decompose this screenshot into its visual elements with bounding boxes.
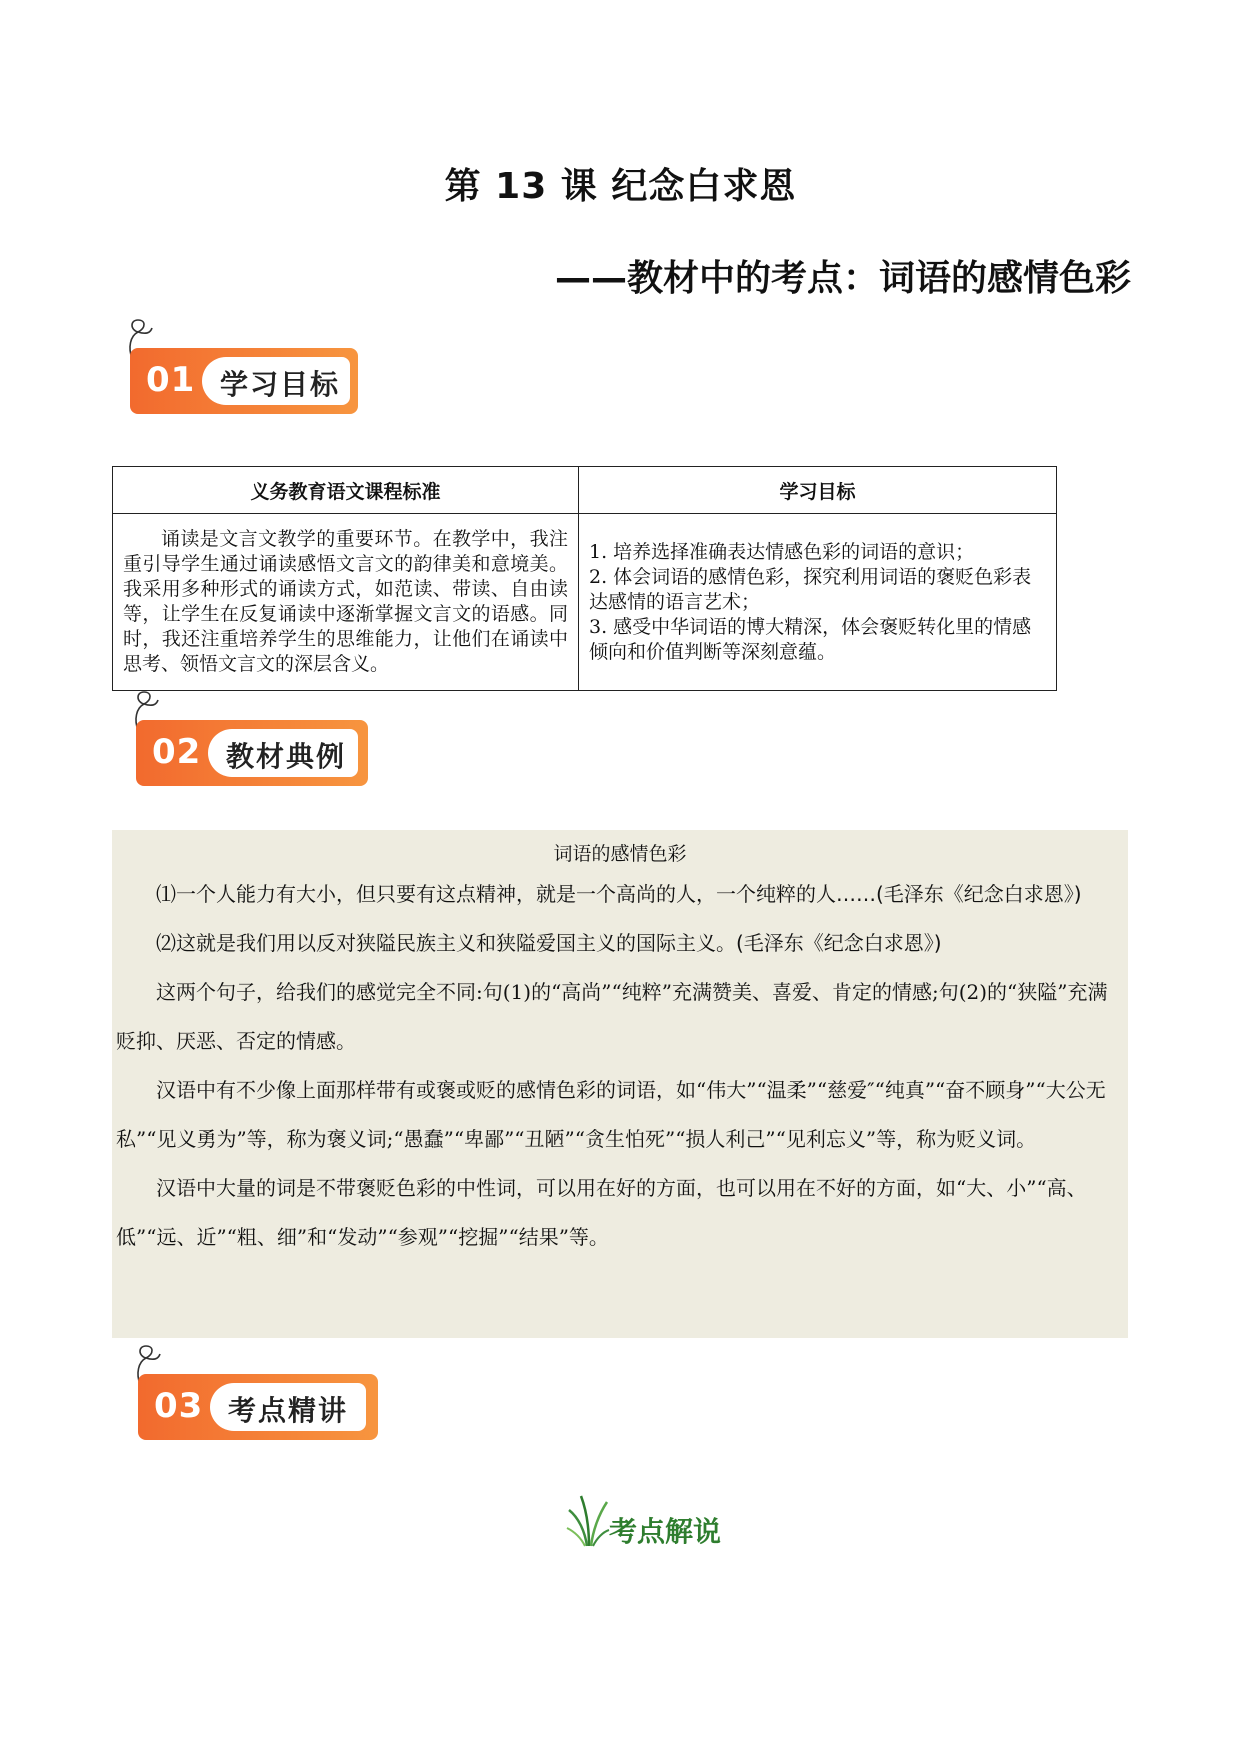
goals-list	[579, 514, 1057, 691]
example-quote-1: ⑴一个人能力有大小，但只要有这点精神，就是一个高尚的人，一个纯粹的人……(毛泽东《纪念白求恩》)	[156, 882, 1082, 906]
table-header-standard: 义务教育语文课程标准	[113, 467, 579, 514]
section-label: 学习目标	[220, 368, 341, 401]
section-badge-01	[130, 348, 358, 414]
section-label: 考点精讲	[228, 1394, 349, 1427]
grass-icon	[565, 1492, 611, 1548]
example-title: 词语的感情色彩	[553, 843, 687, 865]
section-number: 01	[146, 360, 196, 400]
standard-text: 诵读是文言文教学的重要环节。在教学中，我注重引导学生通过诵读感悟文言文的韵律美和意境美。我采用多种形式的诵读方式，如范读、带读、自由读等，让学生在反复诵读中逐渐掌握文言文的语感。同时，我还注重培养学生的思维能力，让他们在诵读中思考、领悟文言文的深层含义。	[113, 514, 579, 691]
subheading-text: 考点解说	[609, 1515, 722, 1548]
section-badge-03	[138, 1374, 378, 1440]
page-subtitle: ——教材中的考点：词语的感情色彩	[554, 258, 1131, 299]
table-header-goals: 学习目标	[579, 467, 1057, 514]
goal-item: 2. 体会词语的感情色彩，探究利用词语的褒贬色彩表达感情的语言艺术；	[589, 565, 1032, 613]
goals-table	[112, 466, 1057, 691]
section-label: 教材典例	[226, 740, 347, 773]
goal-item: 3. 感受中华词语的博大精深，体会褒贬转化里的情感倾向和价值判断等深刻意蕴。	[589, 615, 1032, 663]
section-badge-02	[136, 720, 368, 786]
goal-item: 1. 培养选择准确表达情感色彩的词语的意识；	[589, 540, 975, 563]
example-paragraph: 这两个句子，给我们的感觉完全不同:句(1)的“高尚”“纯粹”充满赞美、喜爱、肯定的情感;句(2)的“狭隘”充满贬抑、厌恶、否定的情感。	[116, 980, 1108, 1053]
section-number: 02	[152, 732, 202, 772]
example-quote-2: ⑵这就是我们用以反对狭隘民族主义和狭隘爱国主义的国际主义。(毛泽东《纪念白求恩》)	[156, 931, 942, 955]
example-paragraph: 汉语中有不少像上面那样带有或褒或贬的感情色彩的词语，如“伟大”“温柔”“慈爱″“纯真”“奋不顾身”“大公无私”“见义勇为”等，称为褒义词;“愚蠢”“卑鄙”“丑陋”“贪生怕死”“损人利己”“见利忘义”等，称为贬义词。	[116, 1078, 1106, 1151]
example-paragraph: 汉语中大量的词是不带褒贬色彩的中性词，可以用在好的方面，也可以用在不好的方面，如“大、小”“高、低”“远、近”“粗、细”和“发动”“参观”“挖掘”“结果”等。	[116, 1176, 1087, 1249]
example-box	[112, 830, 1128, 1338]
page-title: 第 13 课 纪念白求恩	[444, 166, 797, 207]
section-number: 03	[154, 1386, 204, 1426]
